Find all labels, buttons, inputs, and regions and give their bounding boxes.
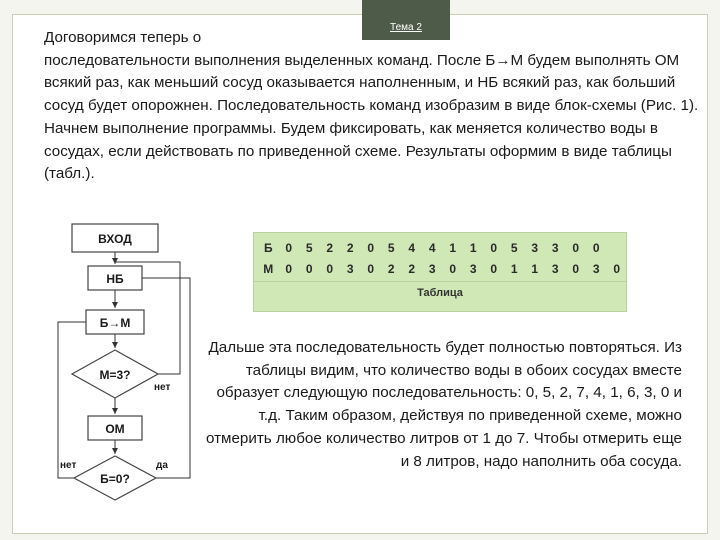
table-caption: Таблица: [417, 287, 463, 299]
table-cell: 0: [285, 241, 293, 255]
results-table: [253, 232, 627, 312]
table-row-b: [258, 238, 607, 258]
flow-no2-label: нет: [60, 460, 77, 471]
table-cell: 3: [428, 262, 436, 276]
flow-cond2-label: Б=0?: [100, 472, 130, 486]
table-cell: 0: [592, 241, 600, 255]
table-cell: 0: [367, 262, 375, 276]
table-cell: 4: [428, 241, 436, 255]
table-divider: [254, 281, 626, 282]
topic-tab-label[interactable]: Тема 2: [390, 22, 422, 33]
table-cell: 3: [469, 262, 477, 276]
flow-pour-label: Б→М: [99, 316, 131, 330]
table-cell: 2: [326, 241, 334, 255]
table-cell: 0: [572, 262, 580, 276]
table-cell: 1: [449, 241, 457, 255]
table-cell: 5: [305, 241, 313, 255]
table-cell: 3: [531, 241, 539, 255]
table-cell: 2: [346, 241, 354, 255]
flow-fill-big-label: НБ: [106, 272, 124, 286]
flow-loop-left: [58, 322, 86, 478]
table-cell: 0: [613, 262, 621, 276]
table-cell: 0: [285, 262, 293, 276]
table-cell: 5: [387, 241, 395, 255]
table-cell: 1: [531, 262, 539, 276]
table-cell: 0: [449, 262, 457, 276]
table-cell: 0: [326, 262, 334, 276]
flow-empty-small-label: ОМ: [105, 422, 125, 436]
table-cell: 3: [592, 262, 600, 276]
table-row-label: Б: [263, 241, 273, 255]
table-cell: 2: [387, 262, 395, 276]
table-cell: 1: [469, 241, 477, 255]
table-cell: 5: [510, 241, 518, 255]
table-cell: 4: [408, 241, 416, 255]
table-cell: 0: [305, 262, 313, 276]
table-cell: 0: [572, 241, 580, 255]
table-cell: 2: [408, 262, 416, 276]
flow-cond1-label: М=3?: [99, 368, 131, 382]
table-cell: 0: [490, 241, 498, 255]
table-row-label: М: [263, 262, 274, 276]
table-cell: 3: [551, 241, 559, 255]
flow-no1-label: нет: [154, 382, 171, 393]
flow-yes2-label: да: [156, 460, 168, 471]
table-row-m: [258, 259, 627, 279]
main-body: последовательности выполнения выделенных команд. После Б→М будем выполнять ОМ всякий раз, как меньший сосуд оказывается наполненным, и НБ всякий раз, как больший сосуд будет опорожнен. Последовательность команд изобразим в виде блок-схемы (Рис. 1). Начнем выполнение программы. Будем фиксировать, как меняется количество воды в сосудах, если действовать по приведенной схеме. Результаты оформим в виде таблицы (табл.).: [44, 51, 699, 183]
main-first-line: Договоримся теперь о: [44, 29, 202, 46]
table-cell: 0: [367, 241, 375, 255]
table-cell: 3: [551, 262, 559, 276]
lower-paragraph: Дальше эта последовательность будет полностью повторяться. Из таблицы видим, что количество воды в обоих сосудах вместе образует следующую последовательность: 0, 5, 2, 7, 4, 1, 6, 3, 0 и т.д. Таким образом, действуя по приведенной схеме, можно отмерить любое количество литров от 1 до 7. Чтобы отмерить еще и 8 литров, надо наполнить оба сосуда.: [205, 339, 682, 470]
main-paragraph: [44, 27, 704, 186]
table-cell: 0: [490, 262, 498, 276]
flow-start-label: ВХОД: [98, 232, 132, 246]
table-cell: 1: [510, 262, 518, 276]
table-cell: 3: [346, 262, 354, 276]
